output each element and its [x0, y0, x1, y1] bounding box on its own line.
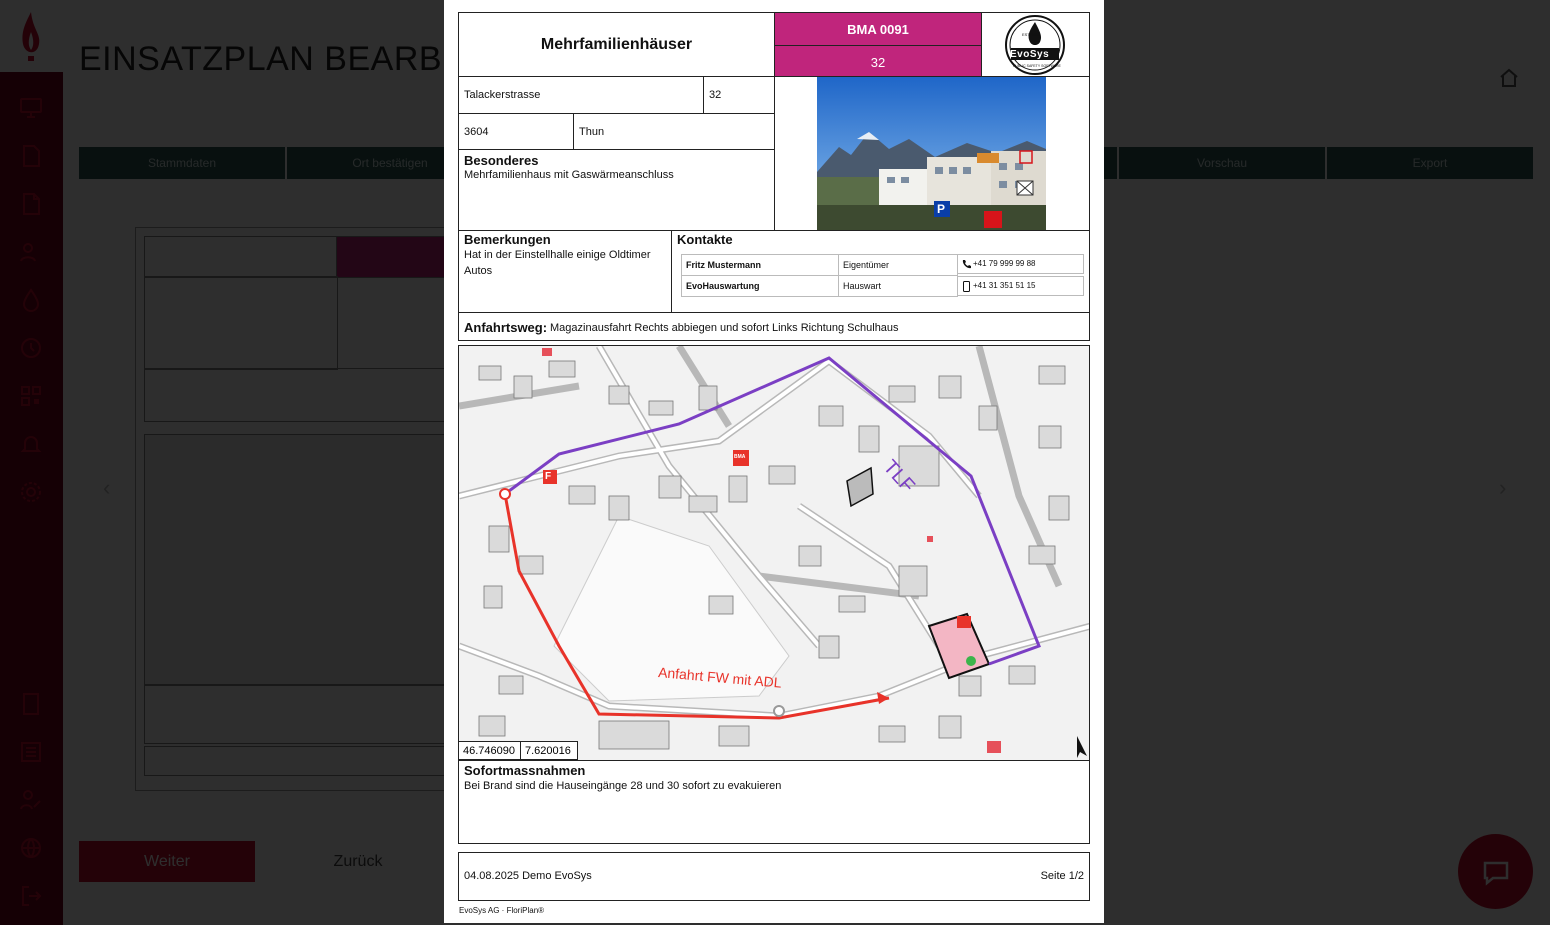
photo-marker-p: P [937, 202, 946, 216]
route-cell [458, 312, 1090, 341]
contact-phone-cell [957, 276, 1084, 296]
photo-cell [774, 76, 1090, 231]
bma-label: BMA 0091 [847, 22, 909, 37]
site-map [458, 345, 1090, 761]
credit-text: EvoSys AG · FloriPlan® [459, 906, 545, 915]
contacts-heading: Kontakte [677, 232, 733, 247]
footer-page: Seite 1/2 [1040, 870, 1084, 882]
bma-number: 32 [870, 55, 886, 70]
measures-heading: Sofortmassnahmen [464, 763, 586, 778]
measures-text: Bei Brand sind die Hauseingänge 28 und 30 sofort zu evakuieren [464, 780, 782, 792]
contact-role: Hauswart [843, 281, 882, 291]
street-cell [458, 76, 704, 114]
map-label-tlf: TLF [878, 456, 919, 498]
contact-role-cell [838, 275, 958, 297]
contact-row [681, 254, 839, 276]
logo-cell [981, 12, 1090, 77]
map-label-fw: Anfahrt FW mit ADL [657, 664, 783, 691]
map-graphic [459, 346, 1090, 761]
remarks-line1: Hat in der Einstellhalle einige Oldtimer [464, 249, 651, 261]
map-marker-f: F [545, 471, 552, 482]
mobile-phone-icon [963, 281, 970, 292]
route-label: Anfahrtsweg: [464, 320, 548, 335]
special-heading: Besonderes [464, 153, 539, 168]
remarks-line2: Autos [464, 265, 493, 277]
phone-icon [962, 259, 971, 269]
coord-lat: 46.746090 [458, 741, 521, 760]
contact-role-cell [838, 254, 958, 276]
street: Talackerstrasse [464, 89, 541, 101]
map-marker-bma: BMA [734, 454, 746, 460]
remarks-heading: Bemerkungen [464, 232, 551, 247]
remarks-cell [458, 230, 672, 313]
city-cell [573, 113, 775, 150]
contact-role: Eigentümer [843, 260, 890, 270]
footer-cell [458, 852, 1090, 901]
contact-phone-cell [957, 254, 1084, 274]
contact-row [681, 275, 839, 297]
document-title: Mehrfamilienhäuser [540, 36, 693, 53]
building-photo [817, 77, 1046, 230]
contact-phone: +41 31 351 51 15 [973, 281, 1036, 290]
house-number-cell [703, 76, 775, 114]
bma-label-cell [774, 12, 982, 46]
special-text: Mehrfamilienhaus mit Gaswärmeanschluss [464, 169, 674, 181]
bma-number-cell [774, 45, 982, 77]
zip-cell [458, 113, 574, 150]
contact-phone: +41 79 999 99 88 [973, 259, 1036, 268]
logo-name: EvoSys [1010, 49, 1050, 60]
title-cell [458, 12, 775, 77]
house-number: 32 [709, 89, 722, 101]
footer-date: 04.08.2025 Demo EvoSys [464, 870, 592, 882]
route-text: Magazinausfahrt Rechts abbiegen und sofort Links Richtung Schulhaus [550, 322, 899, 334]
measures-cell [458, 760, 1090, 844]
contact-name: EvoHauswartung [686, 281, 760, 291]
special-cell [458, 149, 775, 231]
logo-tagline: PUBLIC SAFETY SOFTWARE [1013, 64, 1061, 68]
document-preview-modal [444, 0, 1104, 923]
city: Thun [579, 126, 605, 138]
zip: 3604 [464, 126, 489, 138]
coord-lon: 7.620016 [520, 741, 578, 760]
logo-est: EST. 2011 [1022, 32, 1041, 37]
contact-name: Fritz Mustermann [686, 260, 762, 270]
